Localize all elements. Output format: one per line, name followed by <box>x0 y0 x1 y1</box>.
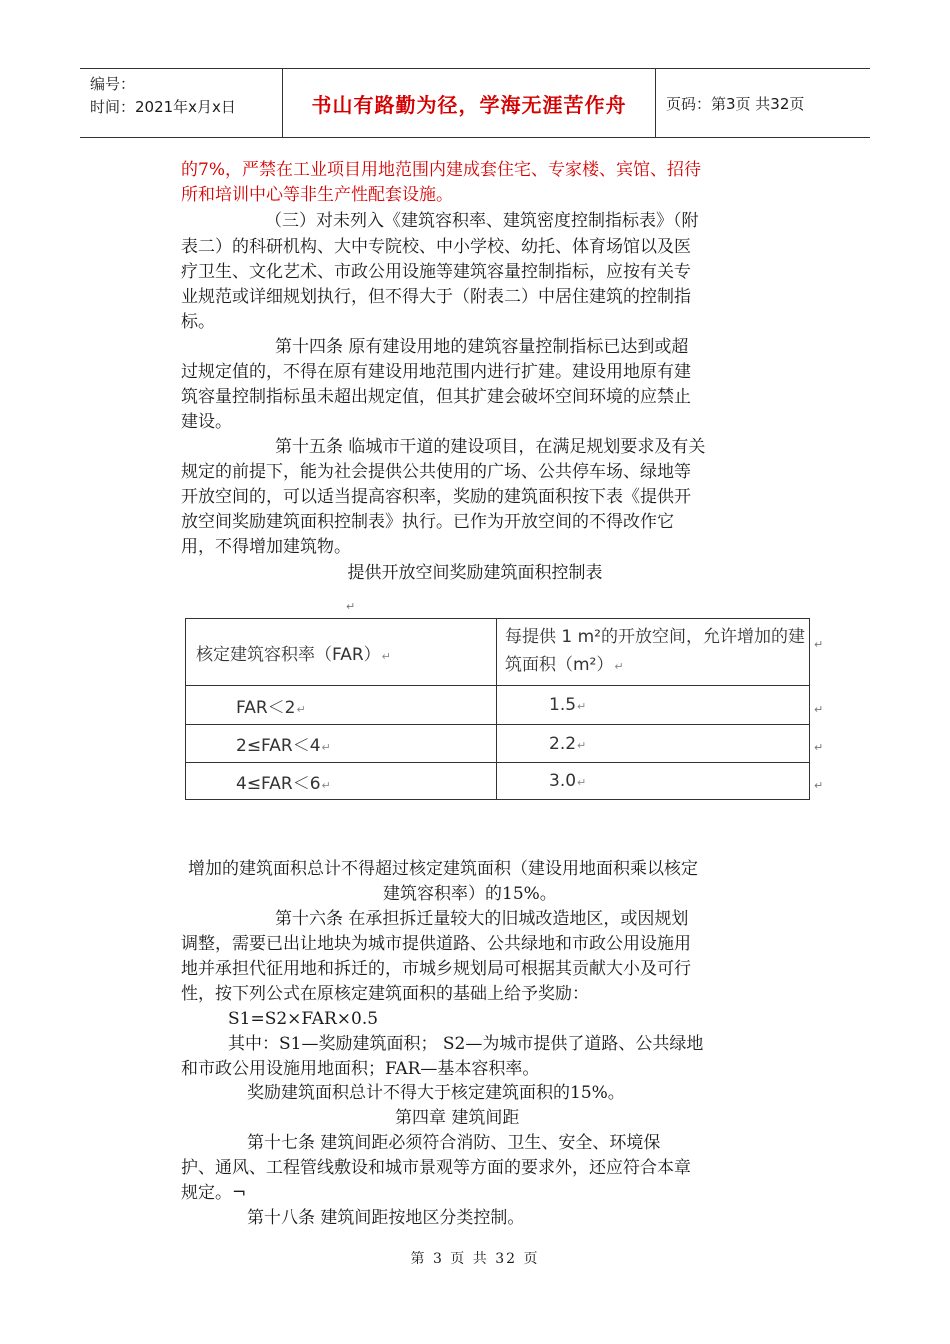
p2-line3: 疗卫生、文化艺术、市政公用设施等建筑容量控制指标，应按有关专 <box>181 262 691 282</box>
article18-line1: 第十八条 建筑间距按地区分类控制。 <box>247 1208 525 1228</box>
article14-line2: 过规定值的，不得在原有建设用地范围内进行扩建。建设用地原有建 <box>181 362 691 382</box>
table-row <box>186 725 810 763</box>
table-row <box>186 763 810 800</box>
formula: S1=S2×FAR×0.5 <box>228 1009 379 1029</box>
after-table-line2: 建筑容积率）的15%。 <box>383 884 557 904</box>
p1-line2: 所和培训中心等非生产性配套设施。 <box>181 185 453 205</box>
p2-line2: 表二）的科研机构、大中专院校、中小学校、幼托、体育场馆以及医 <box>181 237 691 257</box>
p2-line5: 标。 <box>181 312 215 332</box>
header-cell-area: 每提供 1 m²的开放空间，允许增加的建 筑面积（m²）↵ <box>497 619 810 686</box>
article15-line1: 第十五条 临城市干道的建设项目，在满足规划要求及有关 <box>275 437 706 457</box>
row-end-mark: ↵ <box>814 741 824 754</box>
header-motto: 书山有路勤为径，学海无涯苦作舟 <box>283 69 656 137</box>
where-line1: 其中：S1—奖励建筑面积； S2—为城市提供了道路、公共绿地 <box>228 1034 704 1054</box>
area-cell: 3.0↵ <box>497 763 810 800</box>
p2-line1: （三）对未列入《建筑容积率、建筑密度控制指标表》（附 <box>265 211 699 231</box>
far-cell: FAR＜2↵ <box>186 686 497 725</box>
page-header <box>80 68 870 138</box>
article16-line1: 第十六条 在承担拆迁量较大的旧城改造地区，或因规划 <box>275 909 689 929</box>
open-space-bonus-table <box>185 618 810 800</box>
number-label: 编号： <box>90 75 136 93</box>
where-line2: 和市政公用设施用地面积；FAR—基本容积率。 <box>181 1059 540 1079</box>
header-cell-far: 核定建筑容积率（FAR）↵ <box>186 619 497 686</box>
article14-line4: 建设。 <box>181 412 232 432</box>
far-cell: 2≤FAR＜4↵ <box>186 725 497 763</box>
page-footer: 第 3 页 共 32 页 <box>410 1251 540 1267</box>
far-cell: 4≤FAR＜6↵ <box>186 763 497 800</box>
after-table-line1: 增加的建筑面积总计不得超过核定建筑面积（建设用地面积乘以核定 <box>188 859 698 879</box>
article16-line3: 地并承担代征用地和拆迁的，市城乡规划局可根据其贡献大小及可行 <box>181 959 691 979</box>
paragraph-mark: ↵ <box>346 600 356 613</box>
row-end-mark: ↵ <box>814 779 824 792</box>
area-cell: 2.2↵ <box>497 725 810 763</box>
article17-line3: 规定。¬ <box>181 1183 247 1203</box>
article15-line4: 放空间奖励建筑面积控制表》执行。已作为开放空间的不得改作它 <box>181 512 674 532</box>
article15-line3: 开放空间的，可以适当提高容积率，奖励的建筑面积按下表《提供开 <box>181 487 691 507</box>
p1-line1: 的7%，严禁在工业项目用地范围内建成套住宅、专家楼、宾馆、招待 <box>181 160 701 180</box>
header-meta <box>80 69 283 137</box>
article15-line2: 规定的前提下，能为社会提供公共使用的广场、公共停车场、绿地等 <box>181 462 691 482</box>
article17-line2: 护、通风、工程管线敷设和城市景观等方面的要求外，还应符合本章 <box>181 1158 691 1178</box>
article15-line5: 用，不得增加建筑物。 <box>181 537 351 557</box>
row-end-mark: ↵ <box>814 703 824 716</box>
chapter-title: 第四章 建筑间距 <box>395 1108 520 1128</box>
table-row <box>186 686 810 725</box>
row-end-mark: ↵ <box>814 638 824 651</box>
article14-line3: 筑容量控制指标虽未超出规定值，但其扩建会破坏空间环境的应禁止 <box>181 387 691 407</box>
p2-line4: 业规范或详细规划执行，但不得大于（附表二）中居住建筑的控制指 <box>181 287 691 307</box>
time-text: 时间：2021年x月x日 <box>90 98 236 116</box>
header-page-number: 页码：第3页 共32页 <box>666 94 805 113</box>
article16-line2: 调整，需要已出让地块为城市提供道路、公共绿地和市政公用设施用 <box>181 934 691 954</box>
limit-line: 奖励建筑面积总计不得大于核定建筑面积的15%。 <box>247 1083 625 1103</box>
article17-line1: 第十七条 建筑间距必须符合消防、卫生、安全、环境保 <box>247 1133 661 1153</box>
article16-line4: 性，按下列公式在原核定建筑面积的基础上给予奖励： <box>181 984 589 1004</box>
area-cell: 1.5↵ <box>497 686 810 725</box>
table-title: 提供开放空间奖励建筑面积控制表 <box>347 563 603 583</box>
article14-line1: 第十四条 原有建设用地的建筑容量控制指标已达到或超 <box>275 337 689 357</box>
table-header-row <box>186 619 810 686</box>
